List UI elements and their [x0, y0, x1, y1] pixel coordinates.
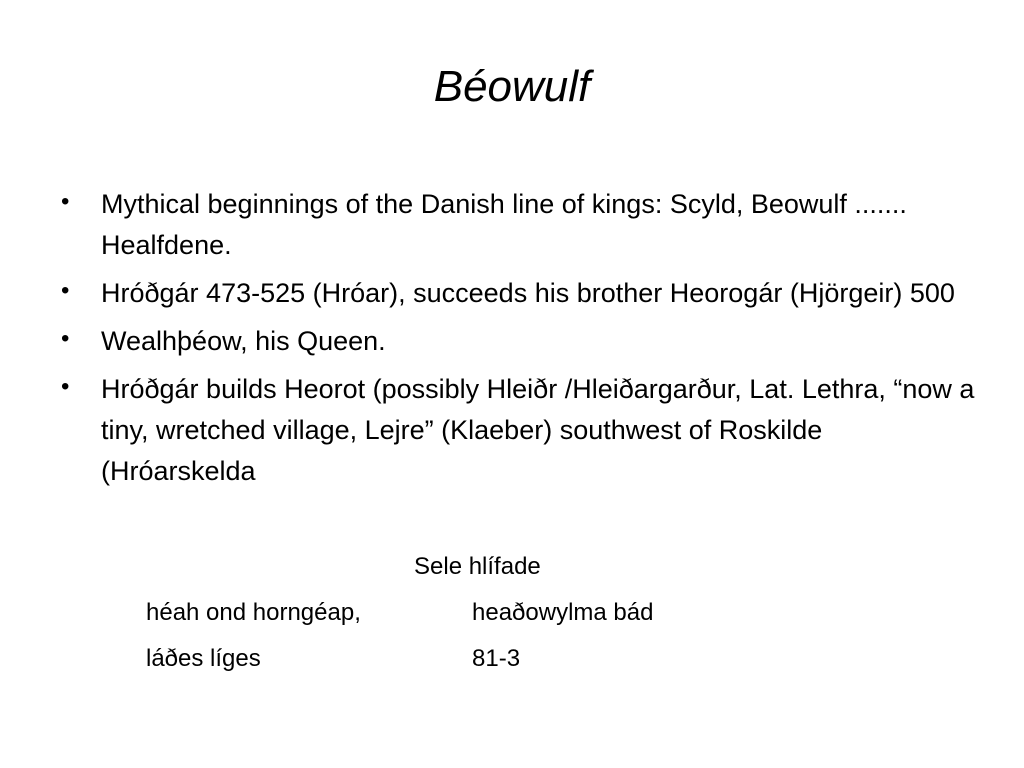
bullet-text: Wealhþéow, his Queen. [101, 326, 386, 357]
verse-line-1-first-half: héah ond horngéap, [146, 599, 361, 626]
bullet-text: Hróðgár 473-525 (Hróar), succeeds his brother Heorogár (Hjörgeir) 500 [101, 278, 955, 309]
bullet-icon: • [61, 277, 70, 305]
bullet-text: Mythical beginnings of the Danish line of kings: Scyld, Beowulf ....... Healfdene. [101, 189, 907, 261]
verse-line-reference: 81-3 [472, 645, 521, 672]
bullet-text: Hróðgár builds Heorot (possibly Hleiðr /Hleiðargarður, Lat. Lethra, “now a tiny, wretched village, Lejre” (Klaeber) southwest of Roskilde (Hróarskelda [101, 374, 975, 487]
bullet-item [58, 321, 978, 362]
bullet-icon: • [61, 325, 70, 353]
verse-title: Sele hlífade [414, 553, 541, 580]
slide-title: Béowulf [433, 62, 591, 111]
bullet-icon: • [61, 188, 70, 215]
verse-line-1-second-half: heaðowylma bád [472, 599, 654, 626]
bullet-icon: • [61, 373, 70, 401]
bullet-item [58, 273, 978, 314]
bullet-item [58, 184, 978, 266]
bullet-list [58, 184, 978, 499]
bullet-item [58, 369, 978, 492]
verse-line-2-first-half: láðes líges [146, 645, 261, 672]
